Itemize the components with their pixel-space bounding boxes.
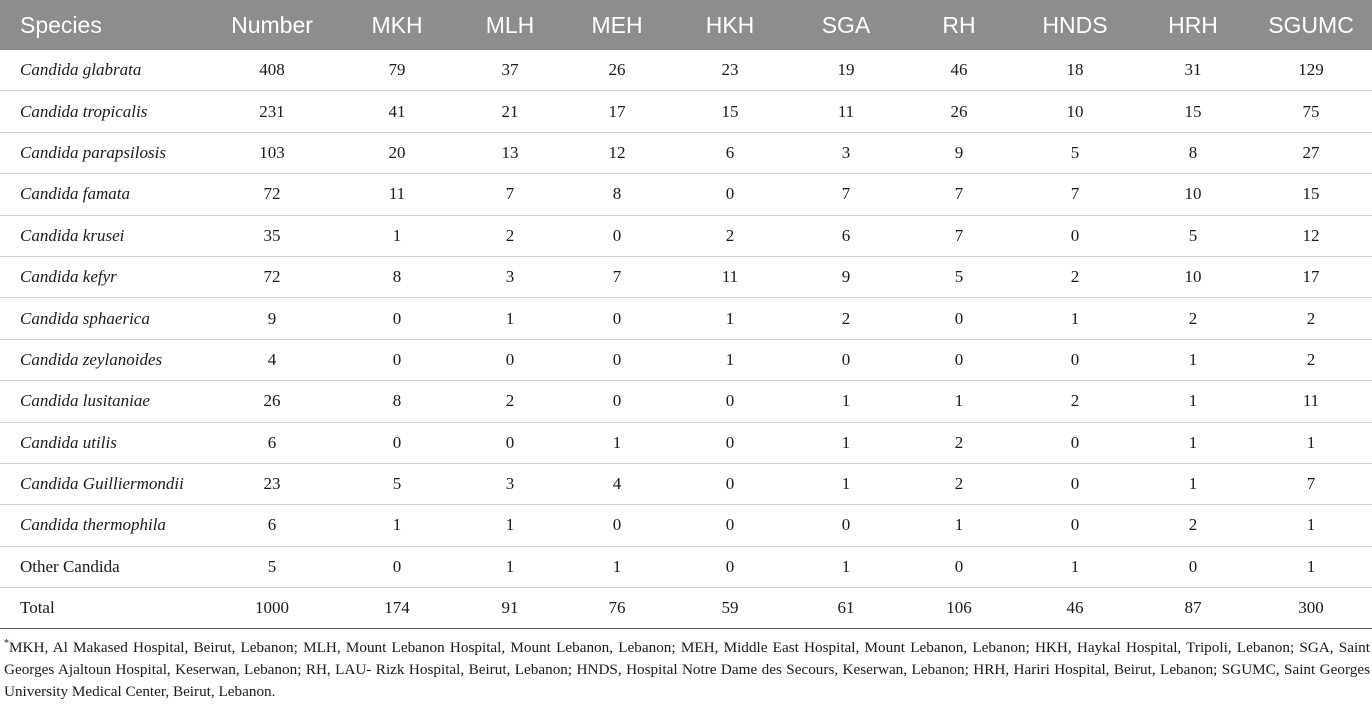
total-label: Total	[0, 588, 208, 629]
table-row	[0, 215, 1372, 256]
value-cell: 1	[1014, 298, 1136, 339]
value-cell: 37	[458, 50, 562, 91]
value-cell: 0	[672, 463, 788, 504]
value-cell: 1	[1250, 505, 1372, 546]
value-cell: 23	[672, 50, 788, 91]
value-cell: 1	[336, 215, 458, 256]
value-cell: 1	[562, 546, 672, 587]
value-cell: 0	[562, 505, 672, 546]
value-cell: 8	[562, 174, 672, 215]
value-cell: 0	[1014, 215, 1136, 256]
value-cell: 5	[1014, 132, 1136, 173]
value-cell: 1	[788, 381, 904, 422]
value-cell: 13	[458, 132, 562, 173]
total-row	[0, 588, 1372, 629]
value-cell: 9	[788, 256, 904, 297]
value-cell: 6	[208, 505, 336, 546]
value-cell: 2	[1014, 256, 1136, 297]
value-cell: 4	[208, 339, 336, 380]
value-cell: 12	[562, 132, 672, 173]
value-cell: 1	[458, 546, 562, 587]
value-cell: 5	[1136, 215, 1250, 256]
value-cell: 7	[1014, 174, 1136, 215]
value-cell: 3	[458, 463, 562, 504]
value-cell: 1	[788, 463, 904, 504]
value-cell: 1	[904, 381, 1014, 422]
value-cell: 21	[458, 91, 562, 132]
value-cell: 3	[458, 256, 562, 297]
value-cell: 5	[336, 463, 458, 504]
value-cell: 0	[1014, 422, 1136, 463]
value-cell: 7	[788, 174, 904, 215]
value-cell: 0	[904, 339, 1014, 380]
value-cell: 2	[1014, 381, 1136, 422]
species-cell: Candida glabrata	[0, 50, 208, 91]
value-cell: 1	[788, 546, 904, 587]
value-cell: 26	[904, 91, 1014, 132]
value-cell: 1	[336, 505, 458, 546]
value-cell: 0	[458, 339, 562, 380]
species-cell: Candida zeylanoides	[0, 339, 208, 380]
header-sgumc: SGUMC	[1250, 0, 1372, 50]
table-body	[0, 50, 1372, 629]
table-row	[0, 463, 1372, 504]
species-cell: Other Candida	[0, 546, 208, 587]
value-cell: 231	[208, 91, 336, 132]
total-value-cell: 61	[788, 588, 904, 629]
value-cell: 0	[1014, 463, 1136, 504]
value-cell: 23	[208, 463, 336, 504]
total-value-cell: 46	[1014, 588, 1136, 629]
value-cell: 7	[458, 174, 562, 215]
value-cell: 26	[208, 381, 336, 422]
value-cell: 0	[1136, 546, 1250, 587]
value-cell: 15	[1136, 91, 1250, 132]
value-cell: 0	[672, 546, 788, 587]
table-row	[0, 422, 1372, 463]
value-cell: 0	[562, 339, 672, 380]
value-cell: 19	[788, 50, 904, 91]
value-cell: 72	[208, 256, 336, 297]
value-cell: 1	[562, 422, 672, 463]
value-cell: 1	[458, 505, 562, 546]
value-cell: 0	[562, 215, 672, 256]
value-cell: 1	[1136, 381, 1250, 422]
value-cell: 2	[672, 215, 788, 256]
value-cell: 1	[1250, 422, 1372, 463]
value-cell: 1	[904, 505, 1014, 546]
header-mlh: MLH	[458, 0, 562, 50]
value-cell: 0	[336, 298, 458, 339]
table-row	[0, 381, 1372, 422]
value-cell: 0	[336, 339, 458, 380]
species-cell: Candida Guilliermondii	[0, 463, 208, 504]
footnote-marker: *	[4, 638, 9, 649]
value-cell: 26	[562, 50, 672, 91]
value-cell: 6	[208, 422, 336, 463]
value-cell: 2	[904, 422, 1014, 463]
header-hkh: HKH	[672, 0, 788, 50]
species-cell: Candida utilis	[0, 422, 208, 463]
value-cell: 7	[904, 174, 1014, 215]
table-row	[0, 505, 1372, 546]
value-cell: 5	[208, 546, 336, 587]
value-cell: 18	[1014, 50, 1136, 91]
value-cell: 0	[788, 339, 904, 380]
value-cell: 0	[904, 298, 1014, 339]
value-cell: 12	[1250, 215, 1372, 256]
header-hrh: HRH	[1136, 0, 1250, 50]
header-mkh: MKH	[336, 0, 458, 50]
value-cell: 129	[1250, 50, 1372, 91]
total-value-cell: 76	[562, 588, 672, 629]
value-cell: 0	[458, 422, 562, 463]
value-cell: 1	[1136, 463, 1250, 504]
table-row	[0, 256, 1372, 297]
value-cell: 9	[904, 132, 1014, 173]
value-cell: 0	[336, 422, 458, 463]
value-cell: 11	[1250, 381, 1372, 422]
value-cell: 31	[1136, 50, 1250, 91]
species-cell: Candida sphaerica	[0, 298, 208, 339]
value-cell: 10	[1014, 91, 1136, 132]
value-cell: 11	[336, 174, 458, 215]
table-row	[0, 50, 1372, 91]
value-cell: 0	[904, 546, 1014, 587]
value-cell: 0	[788, 505, 904, 546]
value-cell: 2	[904, 463, 1014, 504]
value-cell: 11	[788, 91, 904, 132]
value-cell: 0	[562, 381, 672, 422]
table-row	[0, 91, 1372, 132]
species-cell: Candida parapsilosis	[0, 132, 208, 173]
table-footnote	[4, 633, 1370, 703]
species-cell: Candida thermophila	[0, 505, 208, 546]
value-cell: 7	[562, 256, 672, 297]
value-cell: 103	[208, 132, 336, 173]
species-cell: Candida lusitaniae	[0, 381, 208, 422]
value-cell: 2	[458, 381, 562, 422]
value-cell: 8	[336, 256, 458, 297]
value-cell: 5	[904, 256, 1014, 297]
value-cell: 7	[1250, 463, 1372, 504]
header-number: Number	[208, 0, 336, 50]
value-cell: 79	[336, 50, 458, 91]
value-cell: 1	[788, 422, 904, 463]
table-header	[0, 0, 1372, 50]
value-cell: 8	[336, 381, 458, 422]
value-cell: 17	[562, 91, 672, 132]
total-value-cell: 87	[1136, 588, 1250, 629]
value-cell: 1	[672, 298, 788, 339]
value-cell: 1	[1250, 546, 1372, 587]
value-cell: 4	[562, 463, 672, 504]
total-value-cell: 106	[904, 588, 1014, 629]
value-cell: 10	[1136, 256, 1250, 297]
value-cell: 35	[208, 215, 336, 256]
value-cell: 1	[458, 298, 562, 339]
species-cell: Candida tropicalis	[0, 91, 208, 132]
value-cell: 75	[1250, 91, 1372, 132]
value-cell: 11	[672, 256, 788, 297]
value-cell: 7	[904, 215, 1014, 256]
value-cell: 0	[672, 422, 788, 463]
header-meh: MEH	[562, 0, 672, 50]
value-cell: 15	[1250, 174, 1372, 215]
value-cell: 15	[672, 91, 788, 132]
header-sga: SGA	[788, 0, 904, 50]
value-cell: 2	[788, 298, 904, 339]
table-row	[0, 298, 1372, 339]
value-cell: 17	[1250, 256, 1372, 297]
value-cell: 1	[1136, 339, 1250, 380]
value-cell: 2	[1136, 298, 1250, 339]
value-cell: 0	[672, 505, 788, 546]
species-cell: Candida krusei	[0, 215, 208, 256]
value-cell: 2	[458, 215, 562, 256]
total-value-cell: 59	[672, 588, 788, 629]
header-rh: RH	[904, 0, 1014, 50]
table-row	[0, 339, 1372, 380]
value-cell: 3	[788, 132, 904, 173]
species-cell: Candida kefyr	[0, 256, 208, 297]
header-row	[0, 0, 1372, 50]
value-cell: 1	[1136, 422, 1250, 463]
header-species: Species	[0, 0, 208, 50]
value-cell: 408	[208, 50, 336, 91]
value-cell: 2	[1250, 339, 1372, 380]
value-cell: 6	[788, 215, 904, 256]
value-cell: 0	[336, 546, 458, 587]
value-cell: 0	[1014, 505, 1136, 546]
table-row	[0, 546, 1372, 587]
value-cell: 2	[1250, 298, 1372, 339]
value-cell: 1	[1014, 546, 1136, 587]
total-value-cell: 1000	[208, 588, 336, 629]
total-value-cell: 174	[336, 588, 458, 629]
value-cell: 46	[904, 50, 1014, 91]
value-cell: 1	[672, 339, 788, 380]
value-cell: 9	[208, 298, 336, 339]
value-cell: 10	[1136, 174, 1250, 215]
footnote-text: MKH, Al Makased Hospital, Beirut, Lebanon; MLH, Mount Lebanon Hospital, Mount Lebanon, Lebanon; MEH, Middle East Hospital, Mount Lebanon, Lebanon; HKH, Haykal Hospital, Tripoli, Lebanon; SGA, Saint Georges Ajaltoun Hospital, Keserwan, Lebanon; RH, LAU- Rizk Hospital, Beirut, Lebanon; HNDS, Hospital Notre Dame des Secours, Keserwan, Lebanon; HRH, Hariri Hospital, Beirut, Lebanon; SGUMC, Saint Georges University Medical Center, Beirut, Lebanon.	[4, 639, 1370, 701]
value-cell: 6	[672, 132, 788, 173]
species-cell: Candida famata	[0, 174, 208, 215]
value-cell: 0	[672, 174, 788, 215]
total-value-cell: 300	[1250, 588, 1372, 629]
header-hnds: HNDS	[1014, 0, 1136, 50]
value-cell: 27	[1250, 132, 1372, 173]
value-cell: 0	[672, 381, 788, 422]
value-cell: 2	[1136, 505, 1250, 546]
total-value-cell: 91	[458, 588, 562, 629]
value-cell: 20	[336, 132, 458, 173]
value-cell: 41	[336, 91, 458, 132]
value-cell: 72	[208, 174, 336, 215]
table-row	[0, 174, 1372, 215]
value-cell: 8	[1136, 132, 1250, 173]
value-cell: 0	[562, 298, 672, 339]
table-row	[0, 132, 1372, 173]
value-cell: 0	[1014, 339, 1136, 380]
